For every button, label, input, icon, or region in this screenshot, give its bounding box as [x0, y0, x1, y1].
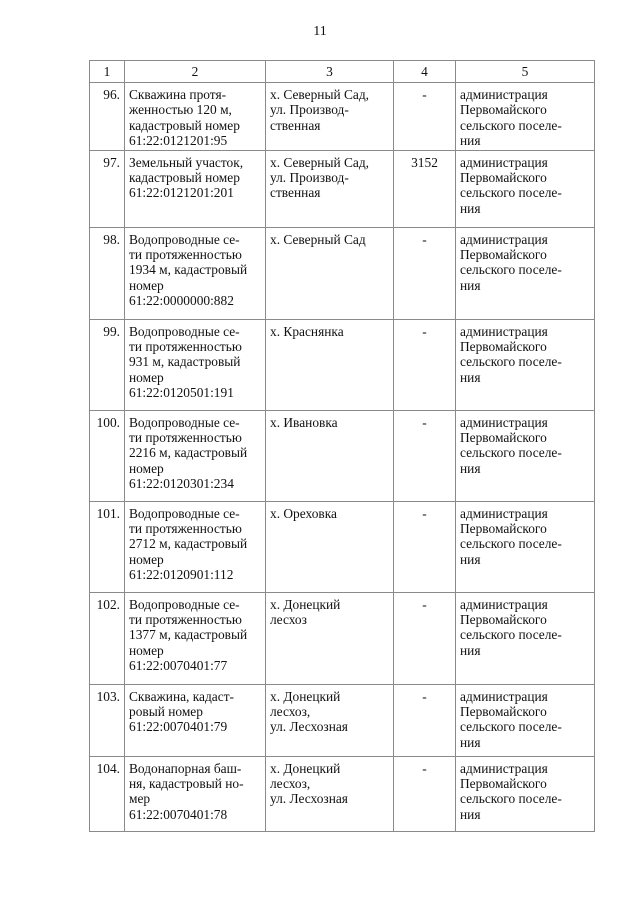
cell-text-line: 61:22:0070401:77 — [129, 657, 228, 673]
page-number: 11 — [313, 24, 327, 39]
cell-text-line: Первомайского — [460, 247, 547, 263]
cell-text-line: Водопроводные се- — [129, 597, 240, 613]
object-name-cell — [125, 685, 266, 757]
cell-text-line: ния — [460, 277, 481, 293]
row-number-cell: 102. — [90, 593, 125, 685]
cell-text-line: кадастровый номер — [129, 170, 240, 186]
cell-text-line: Первомайского — [460, 521, 547, 537]
cell-text-line: администрация — [460, 415, 548, 431]
object-name-cell — [125, 151, 266, 228]
cell-text-line: х. Донецкий — [270, 597, 341, 613]
cell-text-line: ния — [460, 132, 481, 148]
row-number-cell: 104. — [90, 757, 125, 832]
table-header-row — [90, 61, 595, 83]
cell-text-line: администрация — [460, 324, 548, 340]
cell-text-line: администрация — [460, 761, 548, 777]
cell-text-line: Первомайского — [460, 776, 547, 792]
cell-text-line: кадастровый номер — [129, 117, 240, 133]
cell-text-line: 931 м, кадастровый — [129, 354, 241, 370]
cell-text-line: 61:22:0120901:112 — [129, 566, 234, 582]
cell-text-line: ти протяженностью — [129, 612, 242, 628]
row-number-cell: 100. — [90, 411, 125, 502]
row-number-cell: 99. — [90, 320, 125, 411]
holder-cell — [456, 151, 595, 228]
cell-text-line: ти протяженностью — [129, 521, 242, 537]
cell-text-line: Скважина протя- — [129, 87, 227, 103]
cell-text-line: администрация — [460, 597, 548, 613]
cell-text-line: 61:22:0070401:78 — [129, 806, 228, 822]
cell-text-line: 1377 м, кадастровый — [129, 627, 248, 643]
cell-text-line: 61:22:0120501:191 — [129, 384, 234, 400]
cell-text-line: ственная — [270, 117, 321, 133]
cell-text-line: Первомайского — [460, 430, 547, 446]
cell-text-line: ул. Лесхозная — [270, 791, 348, 807]
cell-text-line: женностью 120 м, — [129, 102, 232, 118]
cell-text-line: ния — [460, 734, 481, 750]
address-cell — [266, 411, 394, 502]
address-cell — [266, 502, 394, 593]
cell-text-line: х. Ореховка — [270, 506, 337, 522]
cell-text-line: х. Северный Сад — [270, 232, 366, 248]
area-cell: 3152 — [394, 151, 456, 228]
area-cell: - — [394, 757, 456, 832]
object-name-cell — [125, 228, 266, 320]
column-header: 2 — [125, 61, 266, 83]
area-cell: - — [394, 228, 456, 320]
holder-cell — [456, 685, 595, 757]
holder-cell — [456, 411, 595, 502]
holder-cell — [456, 320, 595, 411]
cell-text-line: сельского поселе- — [460, 262, 562, 278]
row-number-cell: 96. — [90, 83, 125, 151]
cell-text-line: ния — [460, 369, 481, 385]
cell-text-line: 61:22:0000000:882 — [129, 292, 234, 308]
address-cell — [266, 151, 394, 228]
table-row — [90, 83, 595, 151]
holder-cell — [456, 228, 595, 320]
cell-text-line: лесхоз, — [270, 776, 311, 792]
cell-text-line: 2712 м, кадастровый — [129, 536, 248, 552]
cell-text-line: ния — [460, 460, 481, 476]
address-cell — [266, 83, 394, 151]
cell-text-line: номер — [129, 277, 164, 293]
cell-text-line: ния — [460, 551, 481, 567]
cell-text-line: администрация — [460, 87, 548, 103]
cell-text-line: Первомайского — [460, 339, 547, 355]
cell-text-line: х. Северный Сад, — [270, 87, 370, 103]
area-cell: - — [394, 685, 456, 757]
area-cell: - — [394, 593, 456, 685]
object-name-cell — [125, 320, 266, 411]
address-cell — [266, 228, 394, 320]
cell-text-line: Первомайского — [460, 612, 547, 628]
cell-text-line: сельского поселе- — [460, 445, 562, 461]
cell-text-line: х. Краснянка — [270, 324, 344, 340]
object-name-cell — [125, 502, 266, 593]
cell-text-line: администрация — [460, 506, 548, 522]
cell-text-line: 61:22:0121201:95 — [129, 132, 228, 148]
cell-text-line: Водопроводные се- — [129, 232, 240, 248]
area-cell: - — [394, 320, 456, 411]
cell-text-line: лесхоз, — [270, 704, 311, 720]
cell-text-line: Водопроводные се- — [129, 506, 240, 522]
cell-text-line: 61:22:0121201:201 — [129, 185, 234, 201]
cell-text-line: ул. Производ- — [270, 102, 349, 118]
area-cell: - — [394, 411, 456, 502]
cell-text-line: сельского поселе- — [460, 719, 562, 735]
cell-text-line: ул. Производ- — [270, 170, 349, 186]
object-name-cell — [125, 83, 266, 151]
holder-cell — [456, 83, 595, 151]
row-number-cell: 103. — [90, 685, 125, 757]
cell-text-line: лесхоз — [270, 612, 307, 628]
cell-text-line: Первомайского — [460, 102, 547, 118]
cell-text-line: сельского поселе- — [460, 354, 562, 370]
cell-text-line: 1934 м, кадастровый — [129, 262, 248, 278]
cell-text-line: номер — [129, 642, 164, 658]
holder-cell — [456, 757, 595, 832]
address-cell — [266, 685, 394, 757]
cell-text-line: х. Ивановка — [270, 415, 338, 431]
cell-text-line: Скважина, кадаст- — [129, 689, 235, 705]
table-row — [90, 593, 595, 685]
cell-text-line: ня, кадастровый но- — [129, 776, 244, 792]
cell-text-line: ул. Лесхозная — [270, 719, 348, 735]
cell-text-line: ния — [460, 642, 481, 658]
cell-text-line: сельского поселе- — [460, 117, 562, 133]
cell-text-line: ния — [460, 806, 481, 822]
cell-text-line: сельского поселе- — [460, 627, 562, 643]
cell-text-line: Первомайского — [460, 704, 547, 720]
object-name-cell — [125, 411, 266, 502]
table-row — [90, 228, 595, 320]
cell-text-line: сельского поселе- — [460, 791, 562, 807]
cell-text-line: сельского поселе- — [460, 536, 562, 552]
cell-text-line: номер — [129, 460, 164, 476]
address-cell — [266, 757, 394, 832]
cell-text-line: х. Северный Сад, — [270, 155, 370, 171]
cell-text-line: сельского поселе- — [460, 185, 562, 201]
table-row — [90, 320, 595, 411]
cell-text-line: номер — [129, 551, 164, 567]
address-cell — [266, 320, 394, 411]
cell-text-line: х. Донецкий — [270, 761, 341, 777]
cell-text-line: Водонапорная баш- — [129, 761, 242, 777]
cell-text-line: ти протяженностью — [129, 247, 242, 263]
column-header: 1 — [90, 61, 125, 83]
cell-text-line: администрация — [460, 689, 548, 705]
object-name-cell — [125, 757, 266, 832]
address-cell — [266, 593, 394, 685]
row-number-cell: 98. — [90, 228, 125, 320]
table-row — [90, 411, 595, 502]
cell-text-line: ровый номер — [129, 704, 203, 720]
table-row — [90, 757, 595, 832]
cell-text-line: ния — [460, 200, 481, 216]
object-name-cell — [125, 593, 266, 685]
cell-text-line: ти протяженностью — [129, 430, 242, 446]
area-cell: - — [394, 502, 456, 593]
cell-text-line: администрация — [460, 155, 548, 171]
row-number-cell: 101. — [90, 502, 125, 593]
table-row — [90, 502, 595, 593]
cell-text-line: 61:22:0120301:234 — [129, 475, 234, 491]
property-table — [89, 60, 595, 832]
holder-cell — [456, 593, 595, 685]
cell-text-line: ти протяженностью — [129, 339, 242, 355]
cell-text-line: х. Донецкий — [270, 689, 341, 705]
cell-text-line: Земельный участок, — [129, 155, 244, 171]
cell-text-line: 2216 м, кадастровый — [129, 445, 248, 461]
cell-text-line: номер — [129, 369, 164, 385]
cell-text-line: Водопроводные се- — [129, 415, 240, 431]
cell-text-line: Первомайского — [460, 170, 547, 186]
cell-text-line: мер — [129, 791, 151, 807]
row-number-cell: 97. — [90, 151, 125, 228]
table-row — [90, 685, 595, 757]
cell-text-line: администрация — [460, 232, 548, 248]
area-cell: - — [394, 83, 456, 151]
column-header: 3 — [266, 61, 394, 83]
table-row — [90, 151, 595, 228]
holder-cell — [456, 502, 595, 593]
cell-text-line: Водопроводные се- — [129, 324, 240, 340]
cell-text-line: ственная — [270, 185, 321, 201]
cell-text-line: 61:22:0070401:79 — [129, 719, 228, 735]
column-header: 4 — [394, 61, 456, 83]
column-header: 5 — [456, 61, 595, 83]
